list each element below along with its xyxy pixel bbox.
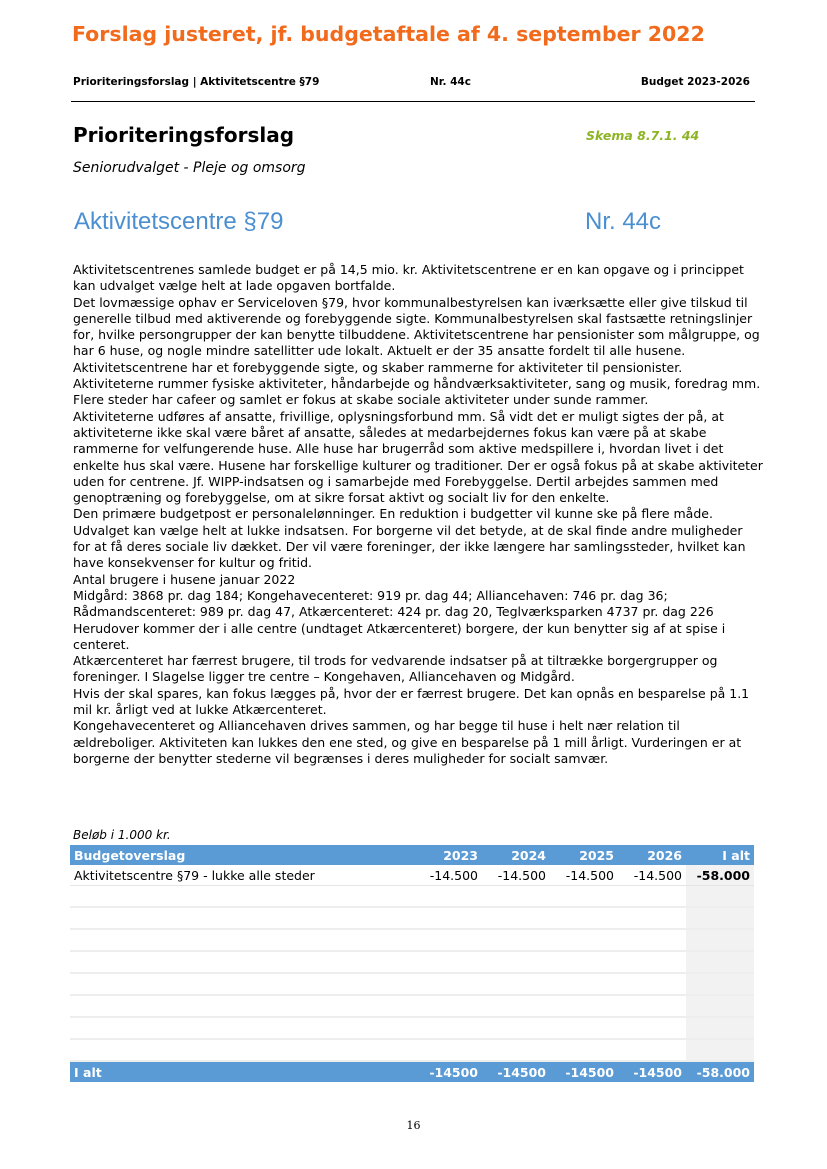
total-cell: -14500 <box>550 1061 618 1082</box>
empty-row <box>70 1039 754 1061</box>
table-header-row <box>70 845 754 865</box>
column-header: 2024 <box>482 845 550 865</box>
grand-total: -58.000 <box>686 1061 754 1082</box>
paragraph: Det lovmæssige ophav er Serviceloven §79, hvor kommunalbestyrelsen kan iværksætte eller give tilskud til generelle tilbud med aktiverende og forebyggende sigte. Kommunalbestyrelsen skal fastsætte retningslinjer for, hvilke persongrupper der kan benytte tilbuddene. Aktivitetscentrene har pensionister som målgruppe, og har 6 huse, og nogle mindre satellitter ude lokalt. Aktuelt er der 35 ansatte fordelt til alle husene. <box>73 294 760 359</box>
empty-row <box>70 951 754 973</box>
schema-reference: Skema 8.7.1. 44 <box>586 128 700 143</box>
paragraph: Kongehavecenteret og Alliancehaven drives sammen, og har begge til huse i helt nær relation til ældreboliger. Aktiviteten kan lukkes den ene sted, og give en besparelse på 1 mill årligt. Vurderingen er at borgerne der benytter stederne vil begrænses i deres muligheder for socialt samvær. <box>73 718 742 766</box>
total-cell: -14500 <box>618 1061 686 1082</box>
paragraph: Den primære budgetpost er personalelønninger. En reduktion i budgetter vil kunne ske på flere måde. <box>73 506 713 522</box>
empty-row <box>70 929 754 951</box>
table-cell: -14.500 <box>482 865 550 886</box>
body-text <box>73 262 763 767</box>
page-number: 16 <box>406 1119 421 1132</box>
empty-row <box>70 886 754 908</box>
column-header: Budgetoverslag <box>70 845 414 865</box>
running-header-number: Nr. 44c <box>430 76 471 88</box>
table-row <box>70 865 754 886</box>
table-cell: -14.500 <box>550 865 618 886</box>
table-cell: -14.500 <box>414 865 482 886</box>
column-header: 2023 <box>414 845 482 865</box>
section-number: Nr. 44c <box>585 208 662 235</box>
revision-banner: Forslag justeret, jf. budgetaftale af 4. september 2022 <box>72 22 705 46</box>
total-cell: -14500 <box>414 1061 482 1082</box>
paragraph: Herudover kommer der i alle centre (undtaget Atkærcenteret) borgere, der kun benytter sig af at spise i centeret. <box>73 620 726 652</box>
paragraph: Midgård: 3868 pr. dag 184; Kongehavecenteret: 919 pr. dag 44; Alliancehaven: 746 pr. dag 36; Rådmandscenteret: 989 pr. dag 47, Atkærcenteret: 424 pr. dag 20, Teglværksparken 4737 pr. dag 226 <box>73 587 714 620</box>
running-header-budget: Budget 2023-2026 <box>640 76 750 88</box>
column-header: I alt <box>686 845 754 865</box>
table-cell: -14.500 <box>618 865 686 886</box>
paragraph: Aktivitetscentrenes samlede budget er på 14,5 mio. kr. Aktivitetscentrene er en kan opgave og i princippet kan udvalget vælge helt at lade opgaven bortfalde. <box>73 262 744 294</box>
paragraph: Atkærcenteret har færrest brugere, til trods for vedvarende indsatser på at tiltrække borgergrupper og foreninger. I Slagelse ligger tre centre – Kongehaven, Alliancehaven og Midgård. <box>73 653 718 685</box>
empty-row <box>70 973 754 995</box>
page-title: Prioriteringsforslag <box>73 123 295 147</box>
table-total-row <box>70 1061 754 1082</box>
total-label: I alt <box>70 1061 414 1082</box>
paragraph: Antal brugere i husene januar 2022 <box>73 571 296 587</box>
paragraph: Hvis der skal spares, kan fokus lægges på, hvor der er færrest brugere. Det kan opnås en besparelse på 1.1 mil kr. årligt ved at lukke Atkærcenteret. <box>73 685 750 718</box>
paragraph: Udvalget kan vælge helt at lukke indsatsen. For borgerne vil det betyde, at de skal finde andre muligheder for at få deres sociale liv dækket. Der vil være foreninger, der ikke længere har samlingssteder, hvilket kan have konsekvenser for kultur og fritid. <box>73 522 746 571</box>
empty-row <box>70 907 754 929</box>
total-cell: -14500 <box>482 1061 550 1082</box>
column-header: 2026 <box>618 845 686 865</box>
budget-table <box>70 845 754 1082</box>
column-header: 2025 <box>550 845 618 865</box>
table-caption: Beløb i 1.000 kr. <box>73 828 171 842</box>
header-rule <box>71 101 755 102</box>
section-heading: Aktivitetscentre §79 <box>74 208 284 235</box>
committee-subtitle: Seniorudvalget - Pleje og omsorg <box>73 160 306 176</box>
paragraph: Aktivitetscentrene har et forebyggende sigte, og skaber rammerne for aktiviteter til pensionister. Aktiviteterne rummer fysiske aktiviteter, håndarbejde og håndværksaktiviteter, sang og musik, foredrag mm. Flere steder har cafeer og samlet er fokus at skabe sociale aktiviteter under sunde rammer. <box>73 359 761 408</box>
empty-row <box>70 995 754 1017</box>
row-label: Aktivitetscentre §79 - lukke alle steder <box>70 865 414 886</box>
running-header-left: Prioriteringsforslag | Aktivitetscentre §79 <box>73 76 320 88</box>
paragraph: Aktiviteterne udføres af ansatte, frivillige, oplysningsforbund mm. Så vidt det er muligt sigtes der på, at aktiviteterne ikke skal være båret af ansatte, således at medarbejdernes fokus kan være på at skabe rammerne for velfungerende huse. Alle huse har brugerråd som aktive medspillere i, hvordan livet i det enkelte hus skal være. Husene har forskellige kulturer og traditioner. Der er også fokus på at skabe aktiviteter uden for centrene. Jf. WIPP-indsatsen og i samarbejde med Forebyggelse. Dertil arbejdes sammen med genoptræning og forebyggelse, om at sikre forsat aktivt og socialt liv for den enkelte. <box>73 408 763 506</box>
row-total: -58.000 <box>686 865 754 886</box>
empty-row <box>70 1017 754 1039</box>
